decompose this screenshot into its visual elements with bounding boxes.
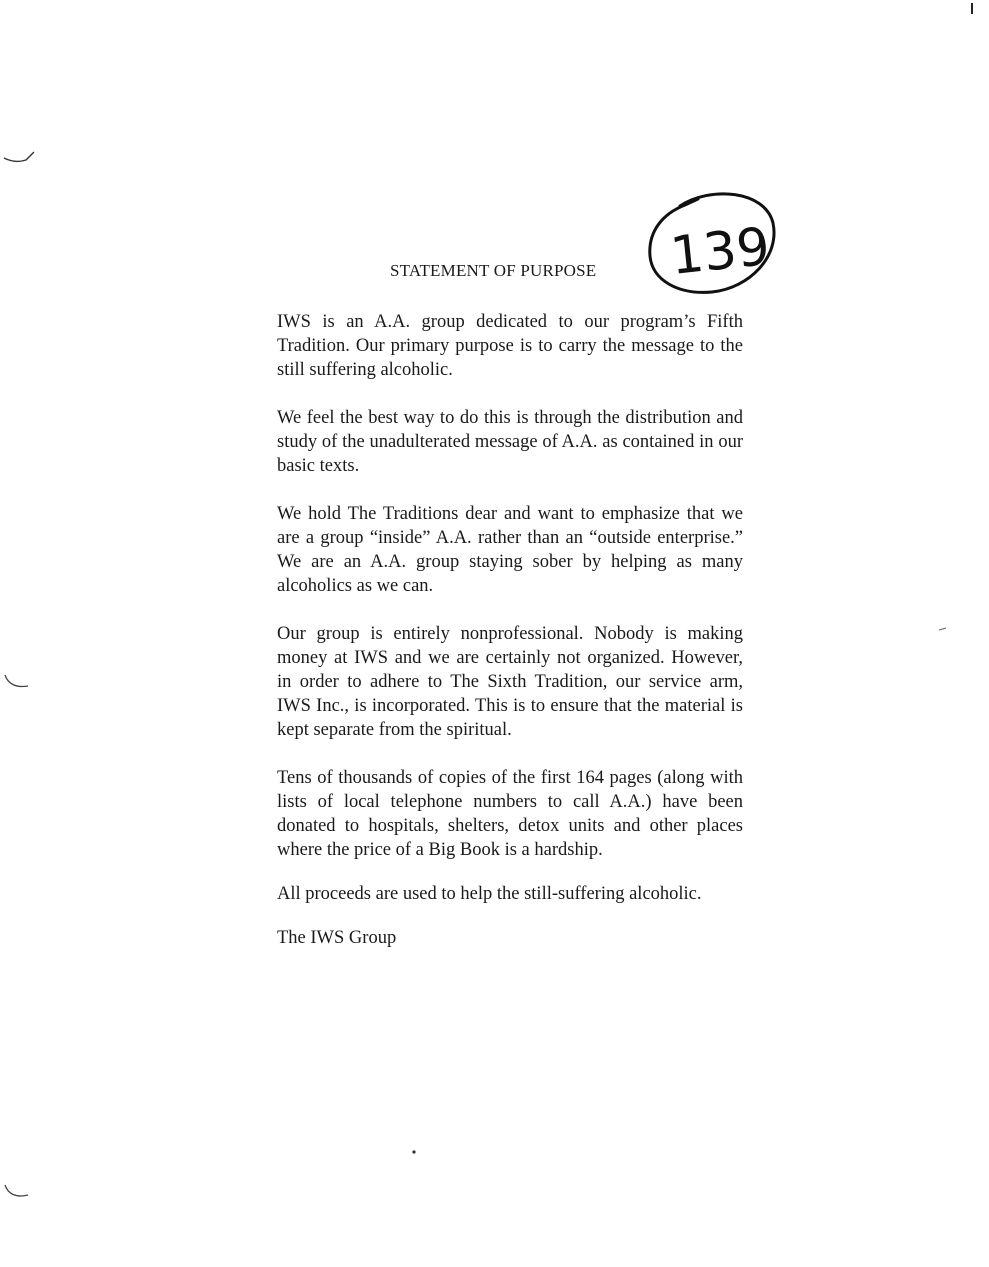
paragraph-distribution: We feel the best way to do this is through the distribution and study of the unadulterated message of A.A. as contained in our basic texts. [277, 408, 743, 476]
scan-mark-left-middle [2, 672, 32, 692]
scan-mark-top-right [965, 2, 979, 16]
scan-mark-left-bottom [2, 1182, 32, 1202]
body-text [277, 310, 743, 974]
paragraph-nonprofessional: Our group is entirely nonprofessional. Nobody is making money at IWS and we are certainly not organized. However, in order to adhere to The Sixth Tradition, our service arm, IWS Inc., is incorporated. This is to ensure that the material is kept separate from the spiritual. [277, 624, 743, 740]
paragraph-proceeds: All proceeds are used to help the still-suffering alcoholic. [277, 884, 702, 904]
handwritten-page-number [640, 188, 780, 300]
scan-dot-bottom [410, 1148, 418, 1156]
scan-mark-left-top [2, 148, 38, 168]
signature: The IWS Group [277, 928, 397, 948]
page-title: STATEMENT OF PURPOSE [390, 261, 597, 280]
page-number-text: 139 [667, 216, 773, 287]
paragraph-traditions: We hold The Traditions dear and want to emphasize that we are a group “inside” A.A. rather than an “outside enterprise.” We are an A.A. group staying sober by helping as many alcoholics as we can. [277, 504, 743, 596]
paragraph-donations: Tens of thousands of copies of the first 164 pages (along with lists of local telephone numbers to call A.A.) have been donated to hospitals, shelters, detox units and other places where the price of a Big Book is a hardship. [277, 768, 743, 860]
paragraph-fifth-tradition: IWS is an A.A. group dedicated to our program’s Fifth Tradition. Our primary purpose is to carry the message to the still suffering alcoholic. [277, 312, 743, 380]
scan-dot-right [938, 626, 948, 632]
